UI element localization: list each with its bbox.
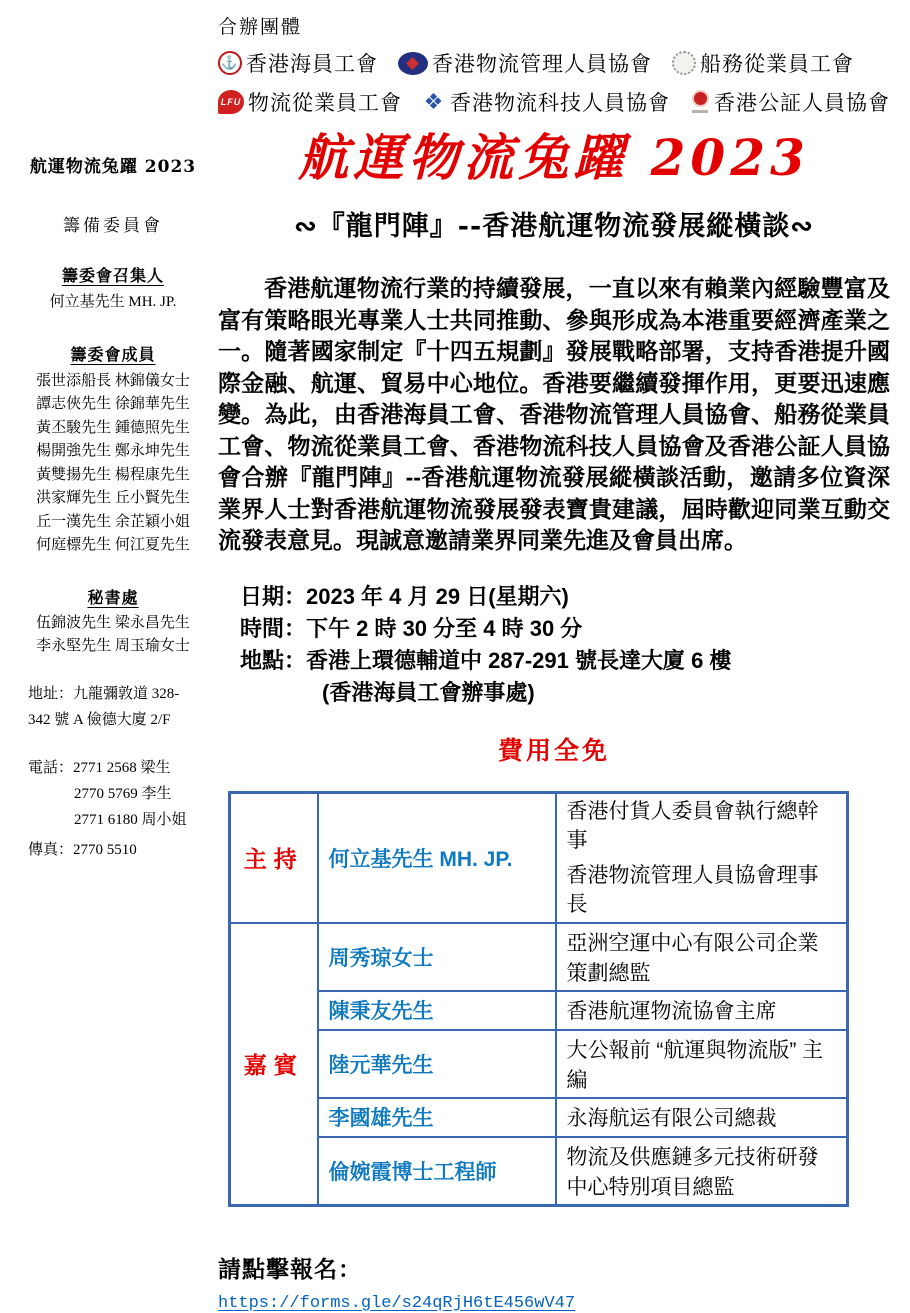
event-venue: 地點：香港上環德輔道中 287-291 號長達大廈 6 樓: [240, 647, 732, 673]
committee-member-line: 張世添船長 林錦儀女士: [36, 372, 190, 389]
org-seamen-union: [218, 48, 378, 78]
committee-member-line: 黃丕駿先生 鍾德照先生: [36, 419, 190, 436]
red-sun-seal-icon: [690, 90, 710, 114]
host-role-cell: 主持: [230, 792, 318, 923]
address-line: 342 號 A 儉德大廈 2/F: [28, 711, 171, 728]
phone-block: [16, 755, 210, 863]
speakers-table: [228, 791, 849, 1207]
org-name: 香港物流管理人員協會: [432, 52, 652, 76]
sidebar: [16, 152, 210, 863]
committee-member-line: 何庭標先生 何江夏先生: [36, 537, 190, 553]
main-content: [218, 128, 890, 1313]
org-name: 香港物流科技人員協會: [450, 91, 670, 115]
guest-name-cell: 李國雄先生: [318, 1098, 556, 1137]
org-name: 香港公証人員協會: [714, 91, 890, 115]
org-name: 船務從業員工會: [700, 52, 854, 76]
org-logistics-management-assoc: [398, 48, 652, 78]
registration-label: 請點擊報名：: [218, 1255, 362, 1282]
committee-member-line: 黃雙揚先生 楊程康先生: [36, 466, 190, 483]
host-name-cell: 何立基先生 MH. JP.: [318, 792, 556, 923]
table-row-host: [230, 792, 848, 923]
sidebar-event-title: 航運物流兔躍 2023: [29, 157, 197, 177]
event-date: 日期：2023 年 4 月 29 日(星期六): [240, 583, 569, 609]
org-name: 香港海員工會: [246, 52, 378, 76]
committee-heading: 籌備委員會: [63, 216, 163, 235]
blue-diamonds-icon: [422, 90, 446, 114]
committee-member-line: 楊開強先生 鄭永坤先生: [36, 443, 190, 459]
guest-name-cell: 倫婉霞博士工程師: [318, 1137, 556, 1206]
co-organizers-header: [218, 12, 898, 117]
table-row-guest: [230, 1098, 848, 1137]
host-title-line: 香港付貨人委員會執行總幹事: [566, 799, 819, 852]
committee-members-list: [16, 370, 210, 558]
event-title: 航運物流兔躍 2023: [298, 128, 810, 187]
anchor-seal-icon: [218, 51, 242, 75]
intro-paragraph: 香港航運物流行業的持續發展，一直以來有賴業內經驗豐富及富有策略眼光專業人士共同推動、參與形成為本港重要經濟產業之一。隨著國家制定『十四五規劃』發展戰略部署，支持香港提升國際金融、航運、貿易中心地位。香港要繼續發揮作用，更要迅速應變。為此，由香港海員工會、香港物流管理人員協會、船務從業員工會、物流從業員工會、香港物流科技人員協會及香港公証人員協會合辦『龍門陣』--香港航運物流發展縱橫談活動，邀請多位資深業界人士對香港航運物流發展發表寶貴建議，屆時歡迎同業互動交流發表意見。現誠意邀請業界同業先進及會員出席。: [218, 275, 890, 553]
members-heading: 籌委會成員: [70, 346, 156, 364]
org-logistics-workers-union: [218, 87, 402, 117]
guest-role-cell: 嘉賓: [230, 923, 318, 1206]
registration-link[interactable]: https://forms.gle/s24qRjH6tE456wV47: [218, 1293, 576, 1313]
fee-notice: 費用全免: [497, 736, 610, 765]
guest-title-cell: 永海航运有限公司總裁: [556, 1098, 848, 1137]
guest-title-cell: 大公報前 “航運與物流版” 主編: [556, 1030, 848, 1098]
registration-section: [218, 1251, 890, 1313]
secretariat-line: 伍錦波先生 梁永昌先生: [36, 614, 190, 631]
committee-member-line: 丘一漢先生 余芷穎小姐: [36, 513, 190, 530]
lfu-swoosh-icon: [218, 90, 244, 114]
guest-title-cell: 香港航運物流協會主席: [556, 991, 848, 1030]
org-logistics-technology-assoc: [422, 87, 670, 117]
secretariat-line: 李永堅先生 周玉瑜女士: [36, 638, 190, 654]
guest-name-cell: 周秀琼女士: [318, 923, 556, 991]
committee-member-line: 洪家輝先生 丘小賢先生: [36, 490, 190, 506]
org-notaries-assoc: [690, 87, 890, 117]
address-line: 地址：九龍彌敦道 328-: [28, 685, 180, 702]
event-details: [240, 581, 890, 709]
org-row-2: [218, 87, 898, 117]
guest-name-cell: 陸元華先生: [318, 1030, 556, 1098]
org-name: 物流從業員工會: [248, 91, 402, 115]
secretariat-list: [16, 612, 210, 659]
org-row-1: [218, 48, 898, 78]
grey-seal-icon: [672, 51, 696, 75]
phone-line: 電話：2771 2568 梁生: [28, 759, 171, 776]
table-row-guest: [230, 991, 848, 1030]
event-subtitle: ∾『龍門陣』--香港航運物流發展縱橫談∾: [294, 211, 814, 242]
committee-member-line: 譚志俠先生 徐錦華先生: [36, 396, 190, 412]
convener-heading: 籌委會召集人: [61, 268, 164, 285]
host-title-cell: [556, 792, 848, 923]
guest-title-cell: 物流及供應鏈多元技術研發中心特別項目總監: [556, 1137, 848, 1206]
blue-oval-seal-icon: [398, 52, 428, 75]
host-titles: [567, 797, 837, 919]
org-shipping-workers-union: [672, 48, 854, 78]
secretariat-heading: 秘書處: [87, 589, 139, 607]
host-title-line: 香港物流管理人員協會理事長: [566, 863, 819, 916]
co-organizers-label: 合辦團體: [218, 17, 303, 38]
table-row-guest: [230, 1030, 848, 1098]
event-time: 時間：下午 2 時 30 分至 4 時 30 分: [240, 615, 583, 641]
convener-name: 何立基先生 MH. JP.: [49, 294, 177, 310]
table-row-guest: [230, 923, 848, 991]
guest-title-cell: 亞洲空運中心有限公司企業策劃總監: [556, 923, 848, 991]
event-venue-note: (香港海員工會辦事處): [322, 679, 535, 705]
phone-line: 2771 6180 周小姐: [74, 811, 187, 828]
phone-line: 2770 5769 李生: [74, 785, 172, 802]
address-block: [16, 681, 210, 733]
guest-name-cell: 陳秉友先生: [318, 991, 556, 1030]
lfu-logo-text: LFU: [220, 97, 242, 107]
fax-line: 傳真：2770 5510: [28, 841, 137, 858]
table-row-guest: [230, 1137, 848, 1206]
